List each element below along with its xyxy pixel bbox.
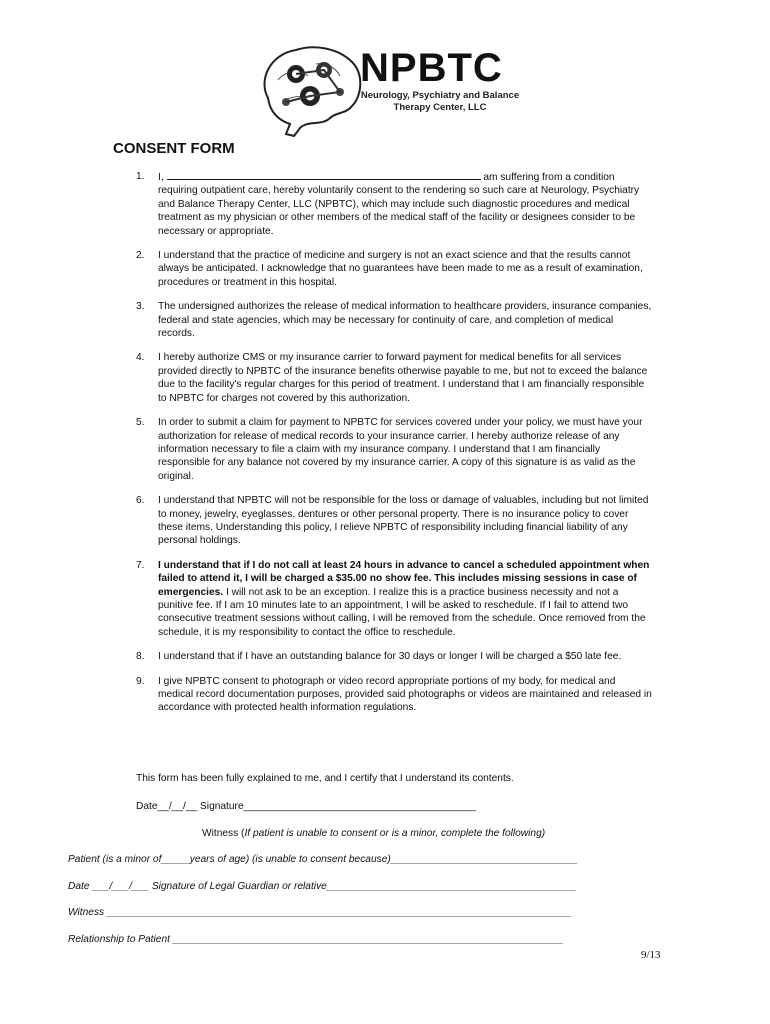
logo-subtitle	[360, 90, 520, 114]
certify-statement: This form has been fully explained to me, and I certify that I understand its contents.	[136, 773, 514, 784]
witness-instruction: If patient is unable to consent or is a minor, complete the following)	[244, 828, 546, 839]
witness-line[interactable]: Witness __________________________________________________________________________________	[68, 907, 572, 918]
item-text: I hereby authorize CMS or my insurance carrier to forward payment for medical benefits for all services provided directly to NPBTC of the insurance benefits otherwise payable to me, but not to exceed the balance due to the facility's regular charges for this period of treatment. I understand that I am financially responsible to NPBTC for charges not covered by this authorization.	[158, 352, 648, 404]
item-number: 1.	[136, 171, 145, 182]
item-number: 3.	[136, 301, 145, 313]
brain-gears-icon	[256, 40, 366, 140]
consent-item-8	[136, 650, 652, 663]
item-number: 2.	[136, 250, 145, 262]
item-number: 8.	[136, 651, 145, 663]
item-number: 5.	[136, 417, 145, 429]
logo-subtitle-line2: Therapy Center, LLC	[393, 102, 487, 113]
item-text: I understand that if I have an outstanding balance for 30 days or longer I will be charged a $50 late fee.	[158, 651, 622, 663]
witness-label: Witness (	[202, 828, 245, 839]
patient-name-blank[interactable]	[167, 170, 481, 180]
item-number: 9.	[136, 675, 145, 687]
page-number: 9/13	[641, 949, 661, 961]
item-number: 7.	[136, 559, 145, 571]
consent-item-1	[136, 170, 652, 238]
logo-title: NPBTC	[360, 46, 503, 90]
consent-item-5	[136, 416, 652, 483]
form-title: CONSENT FORM	[113, 140, 235, 157]
item-text: I will not ask to be an exception. I realize this is a practice business necessity and not a punitive fee. If I am 10 minutes late to an appointment, I will be asked to reschedule. If I fail to attend two consecutive treatment sessions without calling, I will be removed from the schedule. Once removed from the schedule, it is my responsibility to contact the office to reschedule.	[158, 586, 646, 638]
item-text: I understand that the practice of medicine and surgery is not an exact science and that the results cannot always be anticipated. I acknowledge that no guarantees have been made to me as a result of examination, procedures or treatment in this hospital.	[158, 250, 643, 288]
consent-item-2	[136, 249, 652, 289]
consent-item-6	[136, 494, 652, 548]
logo-subtitle-line1: Neurology, Psychiatry and Balance	[360, 90, 520, 101]
item-number: 6.	[136, 495, 145, 507]
item-number: 4.	[136, 352, 145, 364]
consent-items	[136, 170, 652, 726]
consent-item-9	[136, 675, 652, 715]
npbtc-logo	[256, 40, 526, 140]
relationship-line[interactable]: Relationship to Patient _____________________________________________________________________	[68, 934, 564, 945]
patient-minor-line[interactable]: Patient (is a minor of_____years of age) (is unable to consent because)_________________________________	[68, 854, 578, 865]
guardian-signature-line[interactable]: Date ___/___/___ Signature of Legal Guardian or relative____________________________________________	[68, 881, 577, 892]
item-text: In order to submit a claim for payment to NPBTC for services covered under your policy, we must have your authorization for release of medical records to your insurance carrier. I hereby authorize release of any information necessary to file a claim with my insurance company. I understand that I am financially responsible for any balance not covered by my insurance carrier. A copy of this signature is as valid as the original.	[158, 417, 643, 482]
item-text: I understand that NPBTC will not be responsible for the loss or damage of valuables, including but not limited to money, jewelry, eyeglasses, dentures or other personal property. There is no insurance policy to cover these items. Understanding this policy, I relieve NPBTC of responsibility including financial liability of any personal holdings.	[158, 495, 649, 547]
no-show-policy-bold: I understand that if I do not call at least 24 hours in advance to cancel a scheduled appointment when failed to attend it, I will be charged a $35.00 no show fee. This includes missing sessions in case of emergencies.	[158, 559, 650, 598]
consent-item-4	[136, 351, 652, 405]
date-signature-line[interactable]: Date__/__/__ Signature_________________________________________	[136, 801, 476, 812]
consent-item-3	[136, 300, 652, 340]
item-text: The undersigned authorizes the release of medical information to healthcare providers, insurance companies, federal and state agencies, which may be necessary for continuity of care, and completion of medical records.	[158, 301, 652, 340]
consent-item-7	[136, 559, 652, 639]
item-1-prefix: I,	[158, 172, 164, 183]
witness-heading	[202, 827, 545, 840]
item-text: I give NPBTC consent to photograph or video record appropriate portions of my body, for medical and medical record documentation purposes, provided said photographs or videos are maintained and released in accordance with protected health information regulations.	[158, 675, 652, 714]
item-1-text: am suffering from a condition requiring outpatient care, hereby voluntarily consent to the rendering so such care at Neurology, Psychiatry and Balance Therapy Center, LLC (NPBTC), which may include such diagnostic procedures and medical treatment as my physician or other members of the medical staff of the facility or designees consider to be necessary or appropriate.	[158, 172, 640, 237]
